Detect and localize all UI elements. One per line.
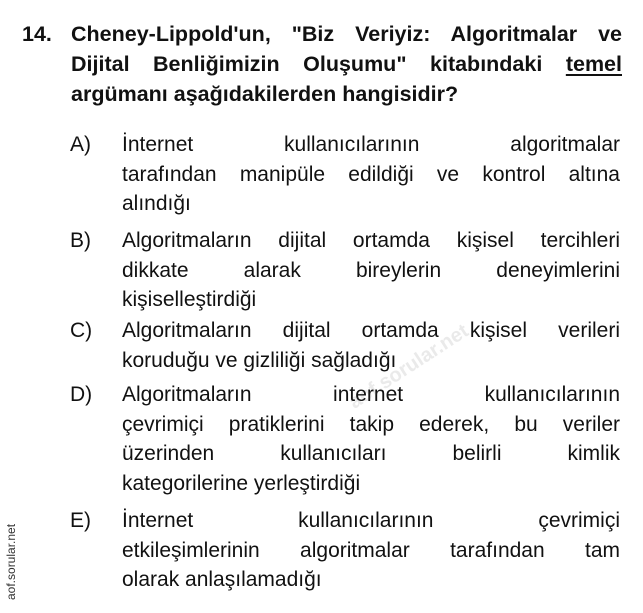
option-b-letter: B) <box>70 229 91 252</box>
option-a-letter: A) <box>70 133 91 156</box>
option-c-letter: C) <box>70 319 93 342</box>
option-e-line: olarak anlaşılamadığı <box>122 568 322 591</box>
option-b-line: dikkate alarak bireylerin deneyimlerini <box>122 258 620 282</box>
option-d[interactable] <box>70 380 620 498</box>
option-a-text <box>122 130 620 219</box>
option-d-line: Algoritmaların internet kullanıcılarının <box>122 383 620 406</box>
option-e[interactable] <box>70 506 620 595</box>
option-c-text <box>122 316 620 375</box>
option-e-letter: E) <box>70 509 91 532</box>
watermark-center: aof.sorular.net <box>345 319 473 414</box>
option-e-line: etkileşimlerinin algoritmalar tarafından tam <box>122 538 620 562</box>
option-a-line: tarafından manipüle edildiği ve kontrol altına <box>122 162 620 186</box>
option-e-line: İnternet kullanıcılarının çevrimiçi <box>122 509 620 532</box>
option-c-line: koruduğu ve gizliliği sağladığı <box>122 348 397 372</box>
question <box>22 19 622 109</box>
option-d-line: çevrimiçi pratiklerini takip ederek, bu veriler <box>122 412 620 436</box>
option-a-line: İnternet kullanıcılarının algoritmalar <box>122 133 620 156</box>
watermark-side: aof.sorular.net <box>4 523 18 600</box>
option-e-text <box>122 506 620 595</box>
option-b-line: Algoritmaların dijital ortamda kişisel tercihleri <box>122 229 620 252</box>
question-text-part2: argümanı aşağıdakilerden hangisidir? <box>71 82 459 106</box>
option-c[interactable] <box>70 316 620 375</box>
option-a-line: alındığı <box>122 192 191 215</box>
option-c-line: Algoritmaların dijital ortamda kişisel verileri <box>122 319 620 342</box>
option-b[interactable] <box>70 226 620 315</box>
question-number: 14. <box>22 22 52 46</box>
option-b-text <box>122 226 620 315</box>
option-d-letter: D) <box>70 383 93 406</box>
question-text-part1: Cheney-Lippold'un, "Biz Veriyiz: Algoritmalar ve Dijital Benliğimizin Oluşumu" kitabındaki <box>71 22 622 76</box>
question-emphasis: temel <box>565 52 622 76</box>
option-d-line: üzerinden kullanıcıları belirli kimlik <box>122 442 620 465</box>
option-b-line: kişiselleştirdiği <box>122 288 257 311</box>
option-d-line: kategorilerine yerleştirdiği <box>122 471 361 495</box>
option-a[interactable] <box>70 130 620 219</box>
question-text <box>71 19 622 109</box>
